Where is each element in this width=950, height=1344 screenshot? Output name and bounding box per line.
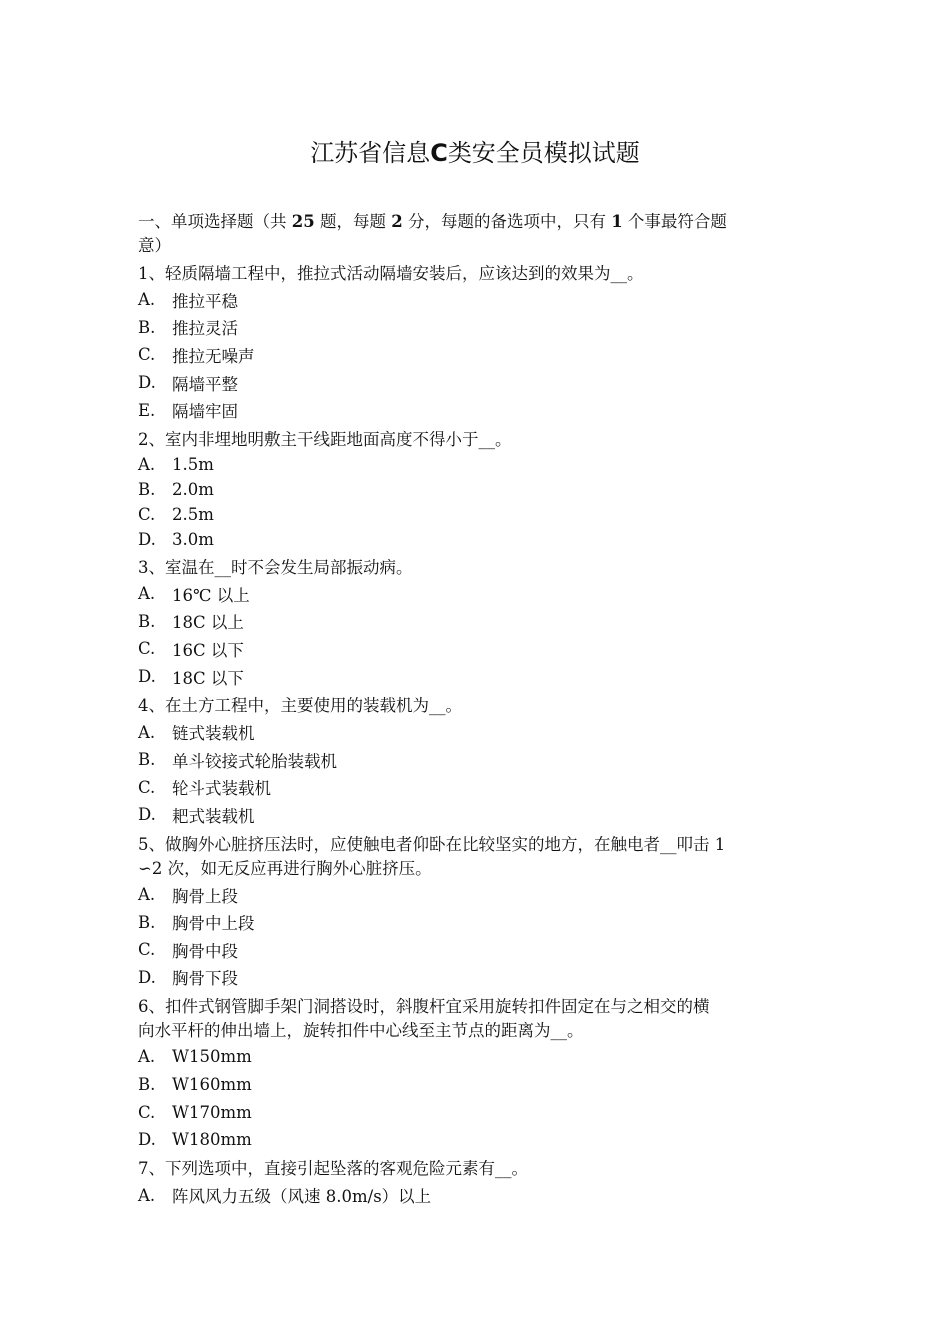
- answer-option: [138, 396, 818, 424]
- option-label: D.: [138, 1130, 156, 1150]
- question-stem: ∽2 次，如无反应再进行胸外心脏挤压。: [138, 858, 432, 878]
- answer-option: [138, 1043, 818, 1071]
- option-label: D.: [138, 667, 156, 687]
- answer-option: [138, 502, 818, 527]
- option-label: D.: [138, 529, 156, 549]
- option-label: A.: [138, 584, 156, 604]
- section-heading-line-2: 意）: [138, 236, 171, 255]
- answer-option: [138, 746, 818, 774]
- option-text: 单斗铰接式轮胎装载机: [172, 751, 337, 771]
- option-label: B.: [138, 912, 156, 932]
- answer-option: [138, 1126, 818, 1154]
- option-label: B.: [138, 317, 156, 337]
- option-text: 16C 以下: [172, 640, 244, 660]
- answer-option: [138, 341, 818, 369]
- option-text: 隔墙平整: [172, 374, 238, 394]
- answer-option: [138, 936, 818, 964]
- option-label: A.: [138, 290, 156, 310]
- question-stem: 向水平杆的伸出墙上，旋转扣件中心线至主节点的距离为__。: [138, 1021, 584, 1041]
- option-label: B.: [138, 479, 156, 499]
- option-text: 推拉平稳: [172, 291, 238, 311]
- question-4: [138, 694, 818, 828]
- option-label: A.: [138, 1185, 156, 1205]
- answer-option: [138, 663, 818, 691]
- option-label: B.: [138, 611, 156, 631]
- question-6: [138, 995, 818, 1153]
- title-text-bold: C: [430, 139, 448, 167]
- question-1: [138, 262, 818, 424]
- question-list: [138, 262, 818, 1209]
- option-label: D.: [138, 967, 156, 987]
- option-text: 18C 以下: [172, 668, 244, 688]
- option-label: C.: [138, 777, 156, 797]
- option-label: C.: [138, 345, 156, 365]
- answer-option: [138, 452, 818, 477]
- option-text: W170mm: [172, 1102, 252, 1122]
- option-text: 链式装载机: [172, 724, 255, 744]
- answer-option: [138, 801, 818, 829]
- option-label: C.: [138, 504, 156, 524]
- document-body: [138, 210, 818, 1209]
- option-text: 3.0m: [172, 529, 214, 549]
- option-label: C.: [138, 940, 156, 960]
- option-text: W150mm: [172, 1047, 252, 1067]
- option-label: E.: [138, 400, 156, 420]
- question-3: [138, 556, 818, 690]
- option-label: D.: [138, 805, 156, 825]
- option-text: 2.0m: [172, 479, 214, 499]
- title-text-pre: 江苏省信息: [310, 139, 431, 167]
- question-stem: 7、下列选项中，直接引起坠落的客观危险元素有__。: [138, 1159, 528, 1179]
- option-label: A.: [138, 454, 156, 474]
- option-label: A.: [138, 1047, 156, 1067]
- question-stem: 5、做胸外心脏挤压法时，应使触电者仰卧在比较坚实的地方，在触电者__叩击 1: [138, 834, 726, 854]
- page-title: [0, 136, 950, 170]
- option-text: 轮斗式装载机: [172, 779, 271, 799]
- option-text: 胸骨中上段: [172, 914, 255, 934]
- option-text: 胸骨上段: [172, 886, 238, 906]
- option-label: D.: [138, 373, 156, 393]
- answer-option: [138, 635, 818, 663]
- option-text: 推拉无噪声: [172, 346, 255, 366]
- answer-option: [138, 477, 818, 502]
- question-stem: 6、扣件式钢管脚手架门洞搭设时，斜腹杆宜采用旋转扣件固定在与之相交的横: [138, 997, 710, 1017]
- question-stem: 1、轻质隔墙工程中，推拉式活动隔墙安装后，应该达到的效果为__。: [138, 264, 644, 283]
- question-stem: 4、在土方工程中，主要使用的装载机为__。: [138, 696, 462, 716]
- option-text: 隔墙牢固: [172, 402, 238, 422]
- answer-option: [138, 1098, 818, 1126]
- option-text: 胸骨中段: [172, 941, 238, 961]
- answer-option: [138, 1071, 818, 1099]
- answer-option: [138, 908, 818, 936]
- answer-option: [138, 580, 818, 608]
- option-text: 1.5m: [172, 454, 214, 474]
- option-label: C.: [138, 639, 156, 659]
- option-text: 阵风风力五级（风速 8.0m/s）以上: [172, 1187, 432, 1207]
- answer-option: [138, 718, 818, 746]
- question-stem: 2、室内非埋地明敷主干线距地面高度不得小于__。: [138, 429, 512, 449]
- option-text: W180mm: [172, 1130, 252, 1150]
- answer-option: [138, 369, 818, 397]
- section-heading: [138, 210, 818, 258]
- question-7: [138, 1157, 818, 1209]
- answer-option: [138, 1181, 818, 1209]
- answer-option: [138, 964, 818, 992]
- question-5: [138, 833, 818, 991]
- option-label: A.: [138, 885, 156, 905]
- option-text: W160mm: [172, 1074, 252, 1094]
- option-label: B.: [138, 750, 156, 770]
- option-text: 耙式装载机: [172, 806, 255, 826]
- answer-option: [138, 286, 818, 314]
- option-text: 18C 以上: [172, 613, 244, 633]
- question-2: [138, 428, 818, 552]
- option-text: 胸骨下段: [172, 969, 238, 989]
- option-text: 2.5m: [172, 504, 214, 524]
- option-label: B.: [138, 1074, 156, 1094]
- question-stem: 3、室温在__时不会发生局部振动病。: [138, 557, 413, 577]
- option-text: 推拉灵活: [172, 319, 238, 339]
- answer-option: [138, 527, 818, 552]
- title-text-post: 类安全员模拟试题: [447, 139, 640, 167]
- option-label: C.: [138, 1102, 156, 1122]
- answer-option: [138, 314, 818, 342]
- answer-option: [138, 608, 818, 636]
- answer-option: [138, 774, 818, 802]
- section-heading-line-1: 一、单项选择题（共 25 题，每题 2 分，每题的备选项中，只有 1 个事最符合题: [138, 212, 727, 231]
- option-label: A.: [138, 722, 156, 742]
- answer-option: [138, 881, 818, 909]
- option-text: 16℃ 以上: [172, 585, 250, 605]
